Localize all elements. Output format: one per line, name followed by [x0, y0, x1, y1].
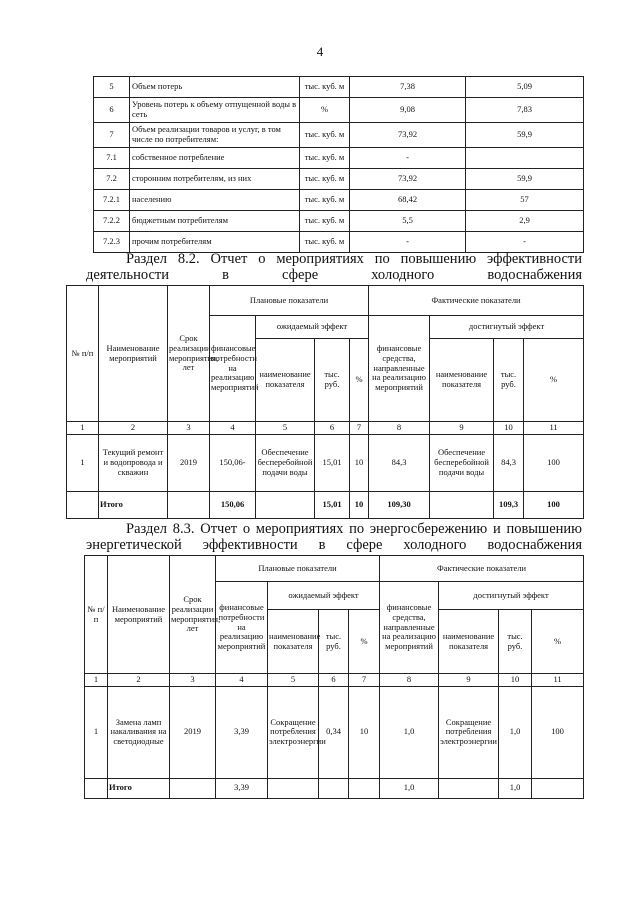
table-row [94, 190, 584, 211]
row-num: 7.2.2 [94, 211, 130, 232]
total-expected-indicator-cell [256, 491, 315, 518]
column-number: 7 [349, 674, 380, 687]
row-num: 7.2.1 [94, 190, 130, 211]
table-row [94, 123, 584, 148]
total-expected-trub [319, 778, 349, 798]
column-number: 3 [168, 422, 210, 435]
expected-effect-header: ожидаемый эффект [268, 582, 380, 610]
row-expected-indicator: Сокращение потребления электроэнергии [268, 686, 319, 778]
page-number: 4 [316, 44, 324, 59]
row-num: 1 [67, 434, 99, 491]
column-number: 11 [532, 674, 584, 687]
column-number: 10 [499, 674, 532, 687]
row-name: прочим потребителям [130, 232, 300, 253]
row-num: 7 [94, 123, 130, 148]
column-number: 3 [170, 674, 216, 687]
section-8-2-title-line-1: Раздел 8.2. Отчет о мероприятиях по повышению эффективности [126, 251, 582, 267]
row-plan-finance: 150,06- [210, 434, 256, 491]
total-achieved-indicator-cell [439, 778, 499, 798]
achieved-indicator-name-header: наименование показателя [430, 339, 494, 422]
row-name: населению [130, 190, 300, 211]
row-num: 5 [94, 77, 130, 98]
total-expected-trub: 15,01 [315, 491, 350, 518]
column-number: 6 [315, 422, 350, 435]
row-achieved-pct: 100 [524, 434, 584, 491]
indicators-table [93, 76, 584, 253]
row-unit: % [300, 98, 350, 123]
column-number: 4 [216, 674, 268, 687]
achieved-indicator-name-header: наименование показателя [439, 610, 499, 674]
row-achieved-pct: 100 [532, 686, 584, 778]
total-num-cell [67, 491, 99, 518]
row-num: 1 [85, 686, 108, 778]
column-number: 8 [369, 422, 430, 435]
total-num-cell [85, 778, 108, 798]
achieved-trub-header: тыс. руб. [494, 339, 524, 422]
fact-indicators-header: Фактические показатели [369, 286, 584, 316]
column-number: 4 [210, 422, 256, 435]
indicators-table-body [94, 77, 584, 253]
achieved-pct-header: % [532, 610, 584, 674]
expected-pct-header: % [349, 610, 380, 674]
total-label: Итого [108, 778, 170, 798]
table-row [67, 434, 584, 491]
row-expected-pct: 10 [350, 434, 369, 491]
col-name-header: Наименование мероприятий [108, 556, 170, 674]
row-num: 7.2 [94, 169, 130, 190]
row-value-2 [466, 148, 584, 169]
total-plan-finance: 150,06 [210, 491, 256, 518]
section-8-3-title [86, 521, 582, 553]
row-value-2: 59,9 [466, 123, 584, 148]
row-name: собственное потребление [130, 148, 300, 169]
total-term-cell [168, 491, 210, 518]
total-achieved-indicator-cell [430, 491, 494, 518]
row-value-1: - [350, 232, 466, 253]
row-unit: тыс. куб. м [300, 77, 350, 98]
plan-finance-header: финансовые потребности на реализацию мероприятий [216, 582, 268, 674]
row-name: сторонним потребителям, из них [130, 169, 300, 190]
plan-indicators-header: Плановые показатели [216, 556, 380, 582]
fact-finance-header: финансовые средства, направленные на реализацию мероприятий [369, 316, 430, 422]
column-numbers-row [85, 674, 584, 687]
column-number: 6 [319, 674, 349, 687]
row-expected-trub: 15,01 [315, 434, 350, 491]
expected-indicator-name-header: наименование показателя [268, 610, 319, 674]
section-8-3-title-line-2: энергетической эффективности в сфере холодного водоснабжения [86, 537, 582, 553]
row-value-1: 73,92 [350, 169, 466, 190]
row-value-1: 68,42 [350, 190, 466, 211]
fact-finance-header: финансовые средства, направленные на реализацию мероприятий [380, 582, 439, 674]
row-value-1: 73,92 [350, 123, 466, 148]
table-row [94, 169, 584, 190]
row-fact-finance: 84,3 [369, 434, 430, 491]
total-achieved-pct: 100 [524, 491, 584, 518]
column-number: 1 [85, 674, 108, 687]
row-value-2: 59,9 [466, 169, 584, 190]
column-number: 9 [439, 674, 499, 687]
section-8-3-title-line-1: Раздел 8.3. Отчет о мероприятиях по энергосбережению и повышению [126, 521, 582, 537]
col-num-header: № п/п [85, 556, 108, 674]
table-row [85, 686, 584, 778]
row-name: бюджетным потребителям [130, 211, 300, 232]
column-number: 2 [108, 674, 170, 687]
row-value-1: 5,5 [350, 211, 466, 232]
plan-indicators-header: Плановые показатели [210, 286, 369, 316]
column-number: 10 [494, 422, 524, 435]
row-term: 2019 [168, 434, 210, 491]
column-number: 9 [430, 422, 494, 435]
column-number: 5 [256, 422, 315, 435]
section-8-2-title-line-2: деятельности в сфере холодного водоснабжения [86, 267, 582, 283]
total-expected-pct: 10 [350, 491, 369, 518]
column-number: 11 [524, 422, 584, 435]
total-achieved-trub: 1,0 [499, 778, 532, 798]
energy-saving-measures-table [84, 555, 584, 799]
row-term: 2019 [170, 686, 216, 778]
total-fact-finance: 109,30 [369, 491, 430, 518]
row-value-1: 9,08 [350, 98, 466, 123]
total-achieved-trub: 109,3 [494, 491, 524, 518]
total-plan-finance: 3,39 [216, 778, 268, 798]
expected-pct-header: % [350, 339, 369, 422]
row-value-2: - [466, 232, 584, 253]
row-num: 7.1 [94, 148, 130, 169]
column-number: 5 [268, 674, 319, 687]
total-term-cell [170, 778, 216, 798]
total-expected-indicator-cell [268, 778, 319, 798]
column-number: 2 [99, 422, 168, 435]
row-unit: тыс. куб. м [300, 190, 350, 211]
row-achieved-indicator: Сокращение потребления электроэнергии [439, 686, 499, 778]
efficiency-measures-table [66, 285, 584, 519]
table-row [94, 232, 584, 253]
column-number: 8 [380, 674, 439, 687]
achieved-pct-header: % [524, 339, 584, 422]
total-achieved-pct [532, 778, 584, 798]
table-row [94, 77, 584, 98]
col-num-header: № п/п [67, 286, 99, 422]
expected-trub-header: тыс. руб. [319, 610, 349, 674]
table-row [94, 211, 584, 232]
expected-trub-header: тыс. руб. [315, 339, 350, 422]
row-achieved-indicator: Обеспечение бесперебойной подачи воды [430, 434, 494, 491]
total-row [85, 778, 584, 798]
row-value-2: 7,83 [466, 98, 584, 123]
row-value-2: 2,9 [466, 211, 584, 232]
row-fact-finance: 1,0 [380, 686, 439, 778]
row-name: Объем потерь [130, 77, 300, 98]
row-unit: тыс. куб. м [300, 232, 350, 253]
row-expected-trub: 0,34 [319, 686, 349, 778]
table-row [94, 148, 584, 169]
row-value-2: 57 [466, 190, 584, 211]
row-plan-finance: 3,39 [216, 686, 268, 778]
total-fact-finance: 1,0 [380, 778, 439, 798]
expected-indicator-name-header: наименование показателя [256, 339, 315, 422]
plan-finance-header: финансовые потребности на реализацию мероприятий [210, 316, 256, 422]
row-unit: тыс. куб. м [300, 211, 350, 232]
total-label: Итого [99, 491, 168, 518]
row-value-2: 5,09 [466, 77, 584, 98]
col-term-header: Срок реализации мероприятия, лет [168, 286, 210, 422]
row-name: Объем реализации товаров и услуг, в том числе по потребителям: [130, 123, 300, 148]
column-number: 7 [350, 422, 369, 435]
column-numbers-row [67, 422, 584, 435]
total-row [67, 491, 584, 518]
row-value-1: - [350, 148, 466, 169]
row-value-1: 7,38 [350, 77, 466, 98]
column-number: 1 [67, 422, 99, 435]
row-unit: тыс. куб. м [300, 169, 350, 190]
row-name: Текущий ремонт и водопровода и скважин [99, 434, 168, 491]
achieved-trub-header: тыс. руб. [499, 610, 532, 674]
row-achieved-trub: 84,3 [494, 434, 524, 491]
row-achieved-trub: 1,0 [499, 686, 532, 778]
col-name-header: Наименование мероприятий [99, 286, 168, 422]
achieved-effect-header: достигнутый эффект [430, 316, 584, 339]
expected-effect-header: ожидаемый эффект [256, 316, 369, 339]
row-num: 7.2.3 [94, 232, 130, 253]
row-num: 6 [94, 98, 130, 123]
row-name: Замена ламп накаливания на светодиодные [108, 686, 170, 778]
section-8-2-title [86, 251, 582, 283]
row-unit: тыс. куб. м [300, 148, 350, 169]
row-expected-indicator: Обеспечение бесперебойной подачи воды [256, 434, 315, 491]
fact-indicators-header: Фактические показатели [380, 556, 584, 582]
col-term-header: Срок реализации мероприятия, лет [170, 556, 216, 674]
row-unit: тыс. куб. м [300, 123, 350, 148]
row-expected-pct: 10 [349, 686, 380, 778]
table-row [94, 98, 584, 123]
row-name: Уровень потерь к объему отпущенной воды в сеть [130, 98, 300, 123]
total-expected-pct [349, 778, 380, 798]
achieved-effect-header: достигнутый эффект [439, 582, 584, 610]
